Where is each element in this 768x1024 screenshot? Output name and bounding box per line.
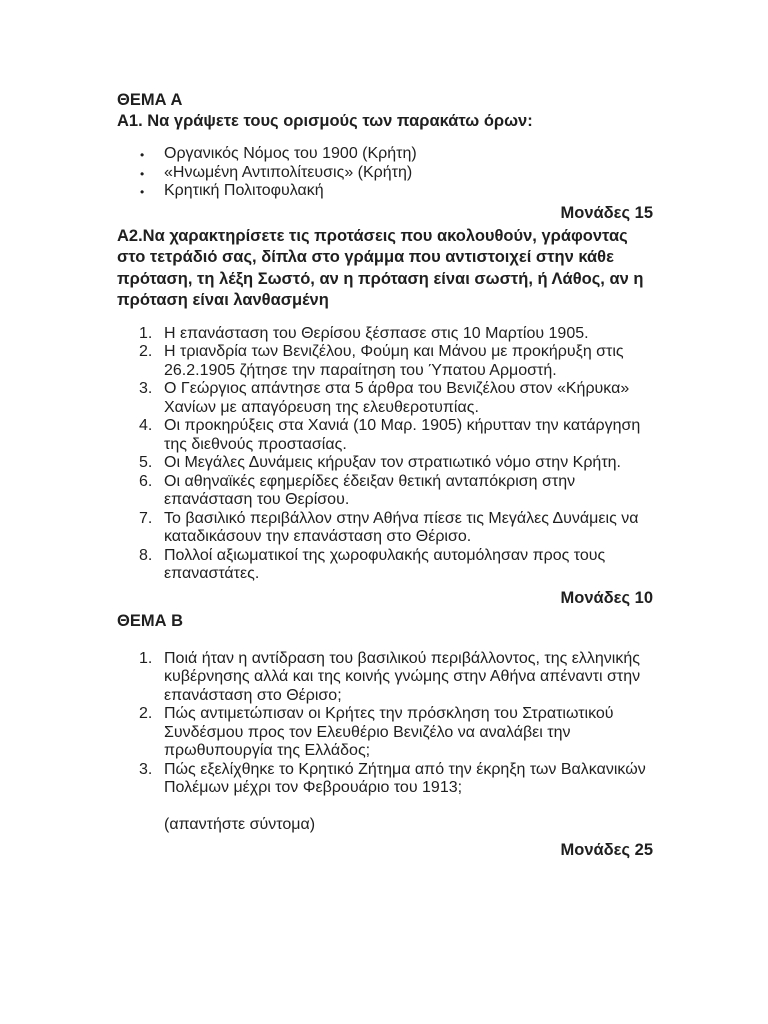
a2-statement-list — [117, 325, 653, 584]
a2-marks: Μονάδες 10 — [560, 588, 653, 607]
list-item — [117, 380, 653, 417]
b-question-list — [117, 650, 653, 798]
item-number: 7. — [139, 509, 153, 527]
b-marks: Μονάδες 25 — [560, 841, 653, 859]
item-text: Πώς εξελίχθηκε το Κρητικό Ζήτημα από την έκρηξη των Βαλκανικών Πολέμων μέχρι τον Φεβρουάριο του 1913; — [164, 760, 646, 796]
thema-a-title: ΘΕΜΑ Α — [117, 91, 183, 109]
item-number: 1. — [139, 324, 153, 342]
document-body — [117, 90, 653, 861]
item-number: 4. — [139, 417, 153, 434]
item-text: Το βασιλικό περιβάλλον στην Αθήνα πίεσε τις Μεγάλες Δυνάμεις να καταδικάσουν την επανάσταση στο Θέρισο. — [164, 509, 639, 545]
item-number: 8. — [139, 546, 153, 564]
item-text: Πολλοί αξιωματικοί της χωροφυλακής αυτομόλησαν προς τους επαναστάτες. — [164, 546, 606, 582]
list-item — [117, 705, 653, 761]
thema-b-title: ΘΕΜΑ Β — [117, 611, 183, 630]
item-text: Ποιά ήταν η αντίδραση του βασιλικού περιβάλλοντος, της ελληνικής κυβέρνησης αλλά και της κοινής γνώμης στην Αθήνα απέναντι στην επανάσταση στο Θέρισο; — [164, 649, 641, 704]
item-text: Η τριανδρία των Βενιζέλου, Φούμη και Μάνου με προκήρυξη στις 26.2.1905 ζήτησε την παραίτηση του Ύπατου Αρμοστή. — [164, 343, 624, 379]
item-number: 2. — [139, 705, 153, 722]
a2-heading: Α2.Να χαρακτηρίσετε τις προτάσεις που ακολουθούν, γράφοντας στο τετράδιό σας, δίπλα στο γράμμα που αντιστοιχεί στην κάθε πρόταση, τη λέξη Σωστό, αν η πρόταση είναι σωστή, ή Λάθος, αν η πρόταση είναι λανθασμένη — [117, 226, 644, 309]
item-number: 5. — [139, 454, 153, 471]
item-number: 6. — [139, 472, 153, 490]
item-number: 2. — [139, 343, 153, 360]
item-text: Η επανάσταση του Θερίσου ξέσπασε στις 10 Μαρτίου 1905. — [164, 324, 589, 342]
list-item — [117, 473, 653, 510]
list-item — [117, 761, 653, 798]
list-item — [117, 454, 653, 473]
item-text: Πώς αντιμετώπισαν οι Κρήτες την πρόσκληση του Στρατιωτικού Συνδέσμου προς τον Ελευθέριο Βενιζέλο να αναλάβει την πρωθυπουργία της Ελλάδος; — [164, 705, 614, 759]
list-item: • Κρητική Πολιτοφυλακή — [117, 182, 653, 201]
list-item — [117, 325, 653, 344]
list-item — [117, 343, 653, 380]
item-text: Οι Μεγάλες Δυνάμεις κήρυξαν τον στρατιωτικό νόμο στην Κρήτη. — [164, 454, 621, 471]
item-text: Οι προκηρύξεις στα Χανιά (10 Μαρ. 1905) κήρυτταν την κατάργηση της διεθνούς προστασίας. — [164, 417, 641, 453]
a1-heading: Α1. Να γράψετε τους ορισμούς των παρακάτω όρων: — [117, 112, 533, 130]
item-number: 3. — [139, 380, 153, 397]
list-item — [117, 510, 653, 547]
item-text: Οι αθηναϊκές εφημερίδες έδειξαν θετική ανταπόκριση στην επανάσταση του Θερίσου. — [164, 472, 576, 508]
item-number: 3. — [139, 760, 153, 778]
list-item — [117, 417, 653, 454]
item-number: 1. — [139, 649, 153, 667]
answer-note: (απαντήστε σύντομα) — [164, 815, 316, 833]
list-item: • Οργανικός Νόμος του 1900 (Κρήτη) — [117, 145, 653, 164]
list-item — [117, 650, 653, 706]
a1-term-list — [117, 145, 653, 201]
list-item — [117, 547, 653, 584]
a1-marks: Μονάδες 15 — [560, 203, 653, 222]
item-text: Ο Γεώργιος απάντησε στα 5 άρθρα του Βενιζέλου στον «Κήρυκα» Χανίων με απαγόρευση της ελευθεροτυπίας. — [164, 380, 630, 416]
list-item: • «Ηνωμένη Αντιπολίτευσις» (Κρήτη) — [117, 164, 653, 183]
